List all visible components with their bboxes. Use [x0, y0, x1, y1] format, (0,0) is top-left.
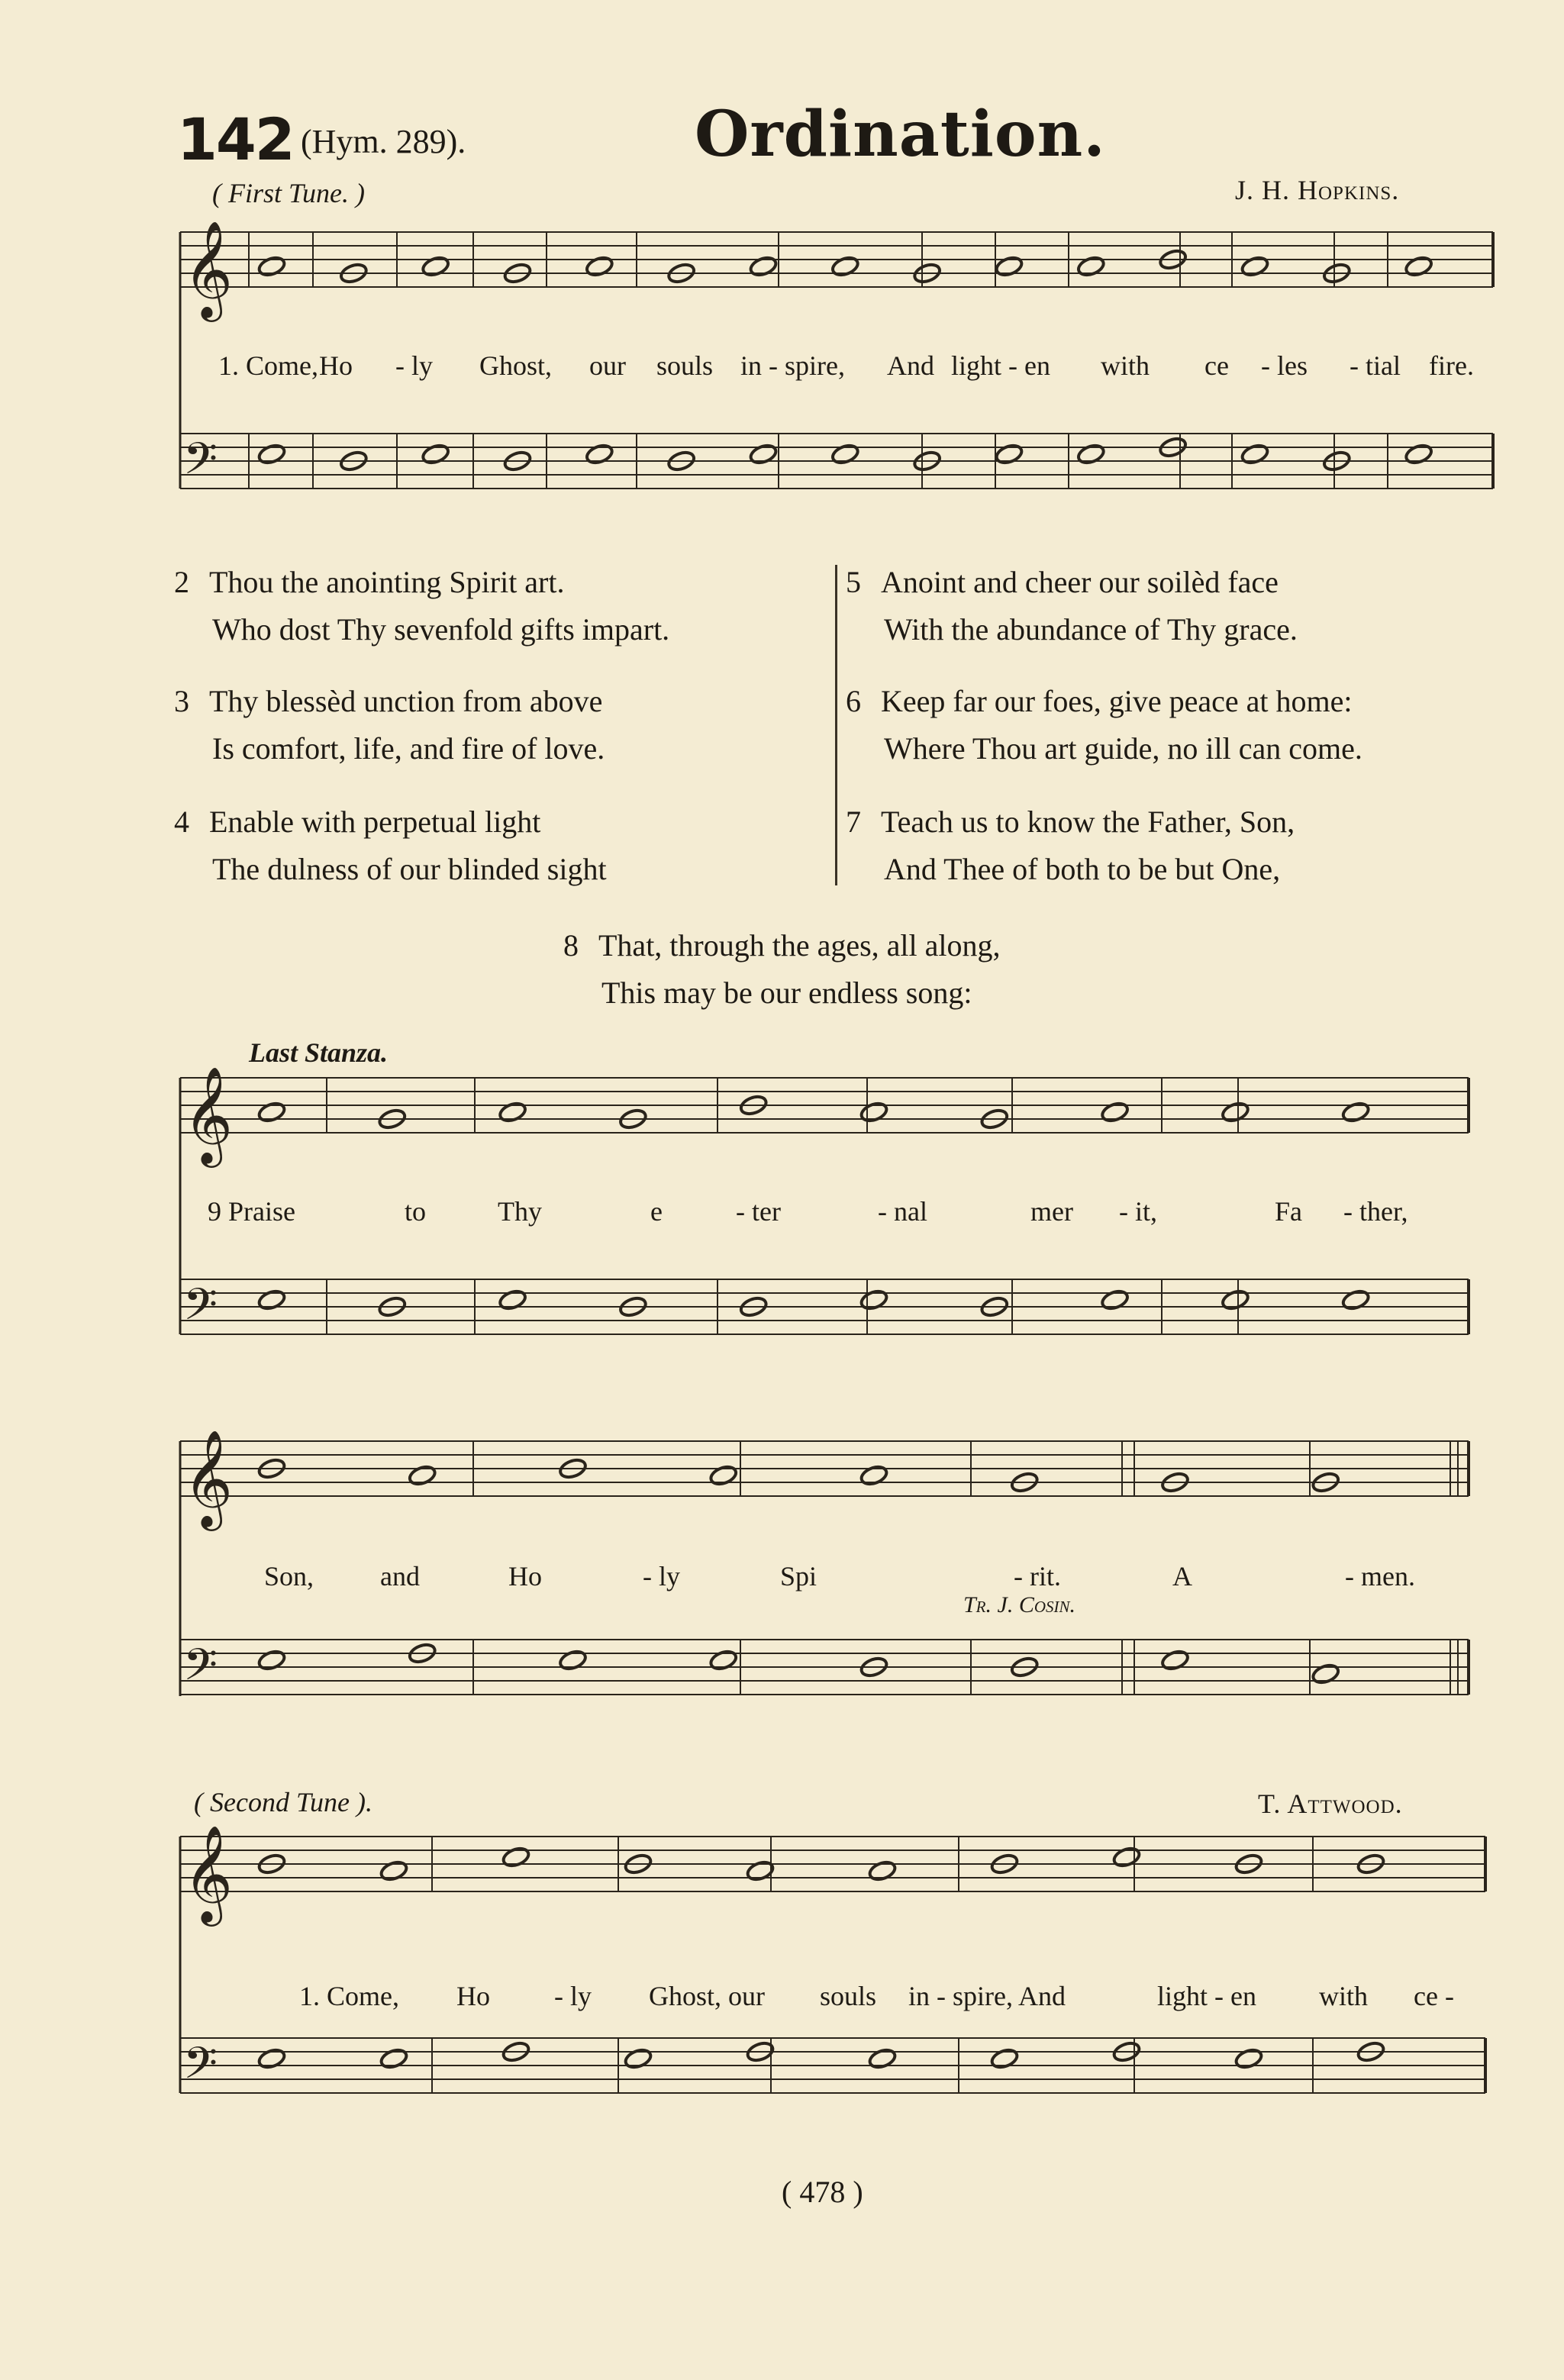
lyric-syllable: - ter — [736, 1196, 781, 1227]
note-head — [1404, 443, 1433, 466]
verse-4 — [174, 798, 607, 893]
note-head — [830, 443, 860, 466]
second-tune-composer: T. Attwood. — [1258, 1788, 1403, 1819]
note-head — [749, 443, 779, 466]
lyric-syllable: light - en — [951, 350, 1050, 381]
lyric-syllable: with — [1101, 350, 1150, 381]
note-head — [1100, 1288, 1130, 1311]
note-head — [1404, 255, 1433, 278]
lyric-syllable: - tial — [1350, 350, 1401, 381]
verse-line: Anoint and cheer our soilèd face — [881, 565, 1279, 599]
note-head — [257, 443, 287, 466]
lyric-syllable: Fa — [1275, 1196, 1302, 1227]
note-head — [257, 2047, 287, 2070]
lyric-syllable: - ly — [643, 1561, 680, 1592]
note-head — [498, 1101, 527, 1124]
verse-number: 5 — [846, 565, 861, 599]
verse-number: 2 — [174, 565, 189, 599]
note-head — [1240, 443, 1270, 466]
clef-symbol: 𝄞 — [183, 1429, 234, 1527]
note-head — [585, 443, 614, 466]
verse-6 — [846, 678, 1362, 772]
note-head — [995, 255, 1024, 278]
verse-line: Thou the anointing Spirit art. — [209, 565, 565, 599]
lyric-syllable: - men. — [1345, 1561, 1415, 1592]
lyric-syllable: Ho — [319, 350, 353, 381]
second-tune-label: ( Second Tune ). — [194, 1787, 372, 1817]
verse-8 — [563, 922, 1001, 1017]
verse-number: 3 — [174, 684, 189, 718]
verse-number: 7 — [846, 805, 861, 839]
note-head — [257, 1288, 287, 1311]
note-head — [1112, 1846, 1142, 1869]
note-head — [257, 1649, 287, 1672]
lyric-syllable: Ho — [508, 1561, 542, 1592]
verse-line: And Thee of both to be but One, — [884, 852, 1281, 886]
page-number: ( 478 ) — [782, 2175, 863, 2209]
verse-number: 8 — [563, 928, 579, 963]
note-head — [1221, 1101, 1250, 1124]
note-head — [1160, 1649, 1190, 1672]
lyric-syllable: our — [589, 350, 626, 381]
lyric-syllable: Spi — [780, 1561, 817, 1592]
verse-line: Teach us to know the Father, Son, — [881, 805, 1295, 839]
lyric-syllable: e — [650, 1196, 663, 1227]
verse-5 — [846, 559, 1298, 653]
translator-credit: Tr. J. Cosin. — [963, 1592, 1076, 1617]
verse-line: Who dost Thy sevenfold gifts impart. — [212, 612, 670, 647]
lyric-syllable: - rit. — [1014, 1561, 1061, 1592]
last-stanza-label: Last Stanza. — [249, 1037, 389, 1068]
note-head — [257, 255, 287, 278]
note-head — [1240, 255, 1270, 278]
verse-line: Keep far our foes, give peace at home: — [881, 684, 1353, 718]
lyric-syllable: - ther, — [1343, 1196, 1408, 1227]
hymn-number: 142 — [177, 105, 294, 173]
verse-number: 6 — [846, 684, 861, 718]
verse-line: This may be our endless song: — [601, 976, 972, 1010]
lyric-syllable: - les — [1261, 350, 1308, 381]
note-head — [1234, 2047, 1264, 2070]
verse-line: With the abundance of Thy grace. — [884, 612, 1298, 647]
first-tune-label: ( First Tune. ) — [212, 178, 366, 208]
lyric-syllable: fire. — [1429, 350, 1474, 381]
lyric-syllable: Son, — [264, 1561, 314, 1592]
clef-symbol: 𝄢 — [183, 2037, 218, 2100]
lyric-syllable: A — [1172, 1561, 1192, 1592]
clef-symbol: 𝄞 — [183, 1066, 234, 1163]
verse-line: Thy blessèd unction from above — [209, 684, 603, 718]
clef-symbol: 𝄞 — [183, 220, 234, 318]
clef-symbol: 𝄢 — [183, 1639, 218, 1701]
clef-symbol: 𝄞 — [183, 1824, 234, 1922]
note-head — [859, 1288, 889, 1311]
note-head — [408, 1464, 437, 1487]
lyric-syllable: Thy — [498, 1196, 542, 1227]
verse-line: That, through the ages, all along, — [598, 928, 1001, 963]
note-head — [749, 255, 779, 278]
verse-line: Is comfort, life, and fire of love. — [212, 731, 605, 766]
lyric-syllable: - ly — [554, 1981, 592, 2011]
lyric-syllable: - ly — [395, 350, 433, 381]
verse-3 — [174, 678, 605, 772]
note-head — [1341, 1288, 1371, 1311]
lyric-syllable: with — [1319, 1981, 1369, 2011]
lyric-syllable: mer — [1030, 1196, 1073, 1227]
lyric-syllable: souls — [820, 1981, 877, 2011]
note-head — [257, 1101, 287, 1124]
note-head — [1311, 1662, 1340, 1685]
verse-line: Where Thou art guide, no ill can come. — [884, 731, 1362, 766]
lyric-syllable: And — [887, 350, 934, 381]
lyric-syllable: - it, — [1119, 1196, 1157, 1227]
verse-column-divider — [835, 565, 837, 885]
note-head — [1221, 1288, 1250, 1311]
lyric-syllable: and — [380, 1561, 420, 1592]
note-head — [421, 443, 450, 466]
note-head — [498, 1288, 527, 1311]
note-head — [830, 255, 860, 278]
note-head — [1341, 1101, 1371, 1124]
verse-line: Enable with perpetual light — [209, 805, 541, 839]
note-head — [379, 2047, 409, 2070]
verse-2 — [174, 559, 669, 653]
note-head — [868, 2047, 898, 2070]
lyric-syllable: Ghost, our — [649, 1981, 765, 2011]
note-head — [1076, 443, 1106, 466]
verse-line: The dulness of our blinded sight — [212, 852, 607, 886]
verse-number: 4 — [174, 805, 189, 839]
lyric-syllable: ce — [1204, 350, 1229, 381]
lyric-syllable: 9 Praise — [208, 1196, 295, 1227]
note-head — [421, 255, 450, 278]
note-head — [868, 1859, 898, 1882]
note-head — [708, 1649, 738, 1672]
lyric-syllable: souls — [656, 350, 714, 381]
note-head — [995, 443, 1024, 466]
hymn-reference: (Hym. 289). — [301, 123, 466, 160]
note-head — [990, 2047, 1020, 2070]
lyric-syllable: in - spire, — [740, 350, 845, 381]
note-head — [558, 1649, 588, 1672]
lyric-syllable: light - en — [1157, 1981, 1256, 2011]
lyric-syllable: Ho — [456, 1981, 490, 2011]
note-head — [708, 1464, 738, 1487]
verse-7 — [846, 798, 1295, 893]
lyric-syllable: 1. Come, — [218, 350, 318, 381]
lyric-syllable: to — [405, 1196, 427, 1227]
lyric-syllable: in - spire, And — [908, 1981, 1066, 2011]
first-tune-composer: J. H. Hopkins. — [1235, 175, 1400, 205]
note-head — [379, 1859, 409, 1882]
clef-symbol: 𝄢 — [183, 1279, 218, 1341]
note-head — [859, 1464, 889, 1487]
lyric-syllable: - nal — [878, 1196, 927, 1227]
note-head — [859, 1101, 889, 1124]
lyric-syllable: ce - — [1414, 1981, 1454, 2011]
note-head — [501, 1846, 531, 1869]
page-title: Ordination. — [695, 98, 1106, 171]
lyric-syllable: 1. Come, — [299, 1981, 399, 2011]
note-head — [1100, 1101, 1130, 1124]
clef-symbol: 𝄢 — [183, 433, 218, 495]
note-head — [1076, 255, 1106, 278]
lyric-syllable: Ghost, — [479, 350, 553, 381]
note-head — [585, 255, 614, 278]
note-head — [624, 2047, 653, 2070]
